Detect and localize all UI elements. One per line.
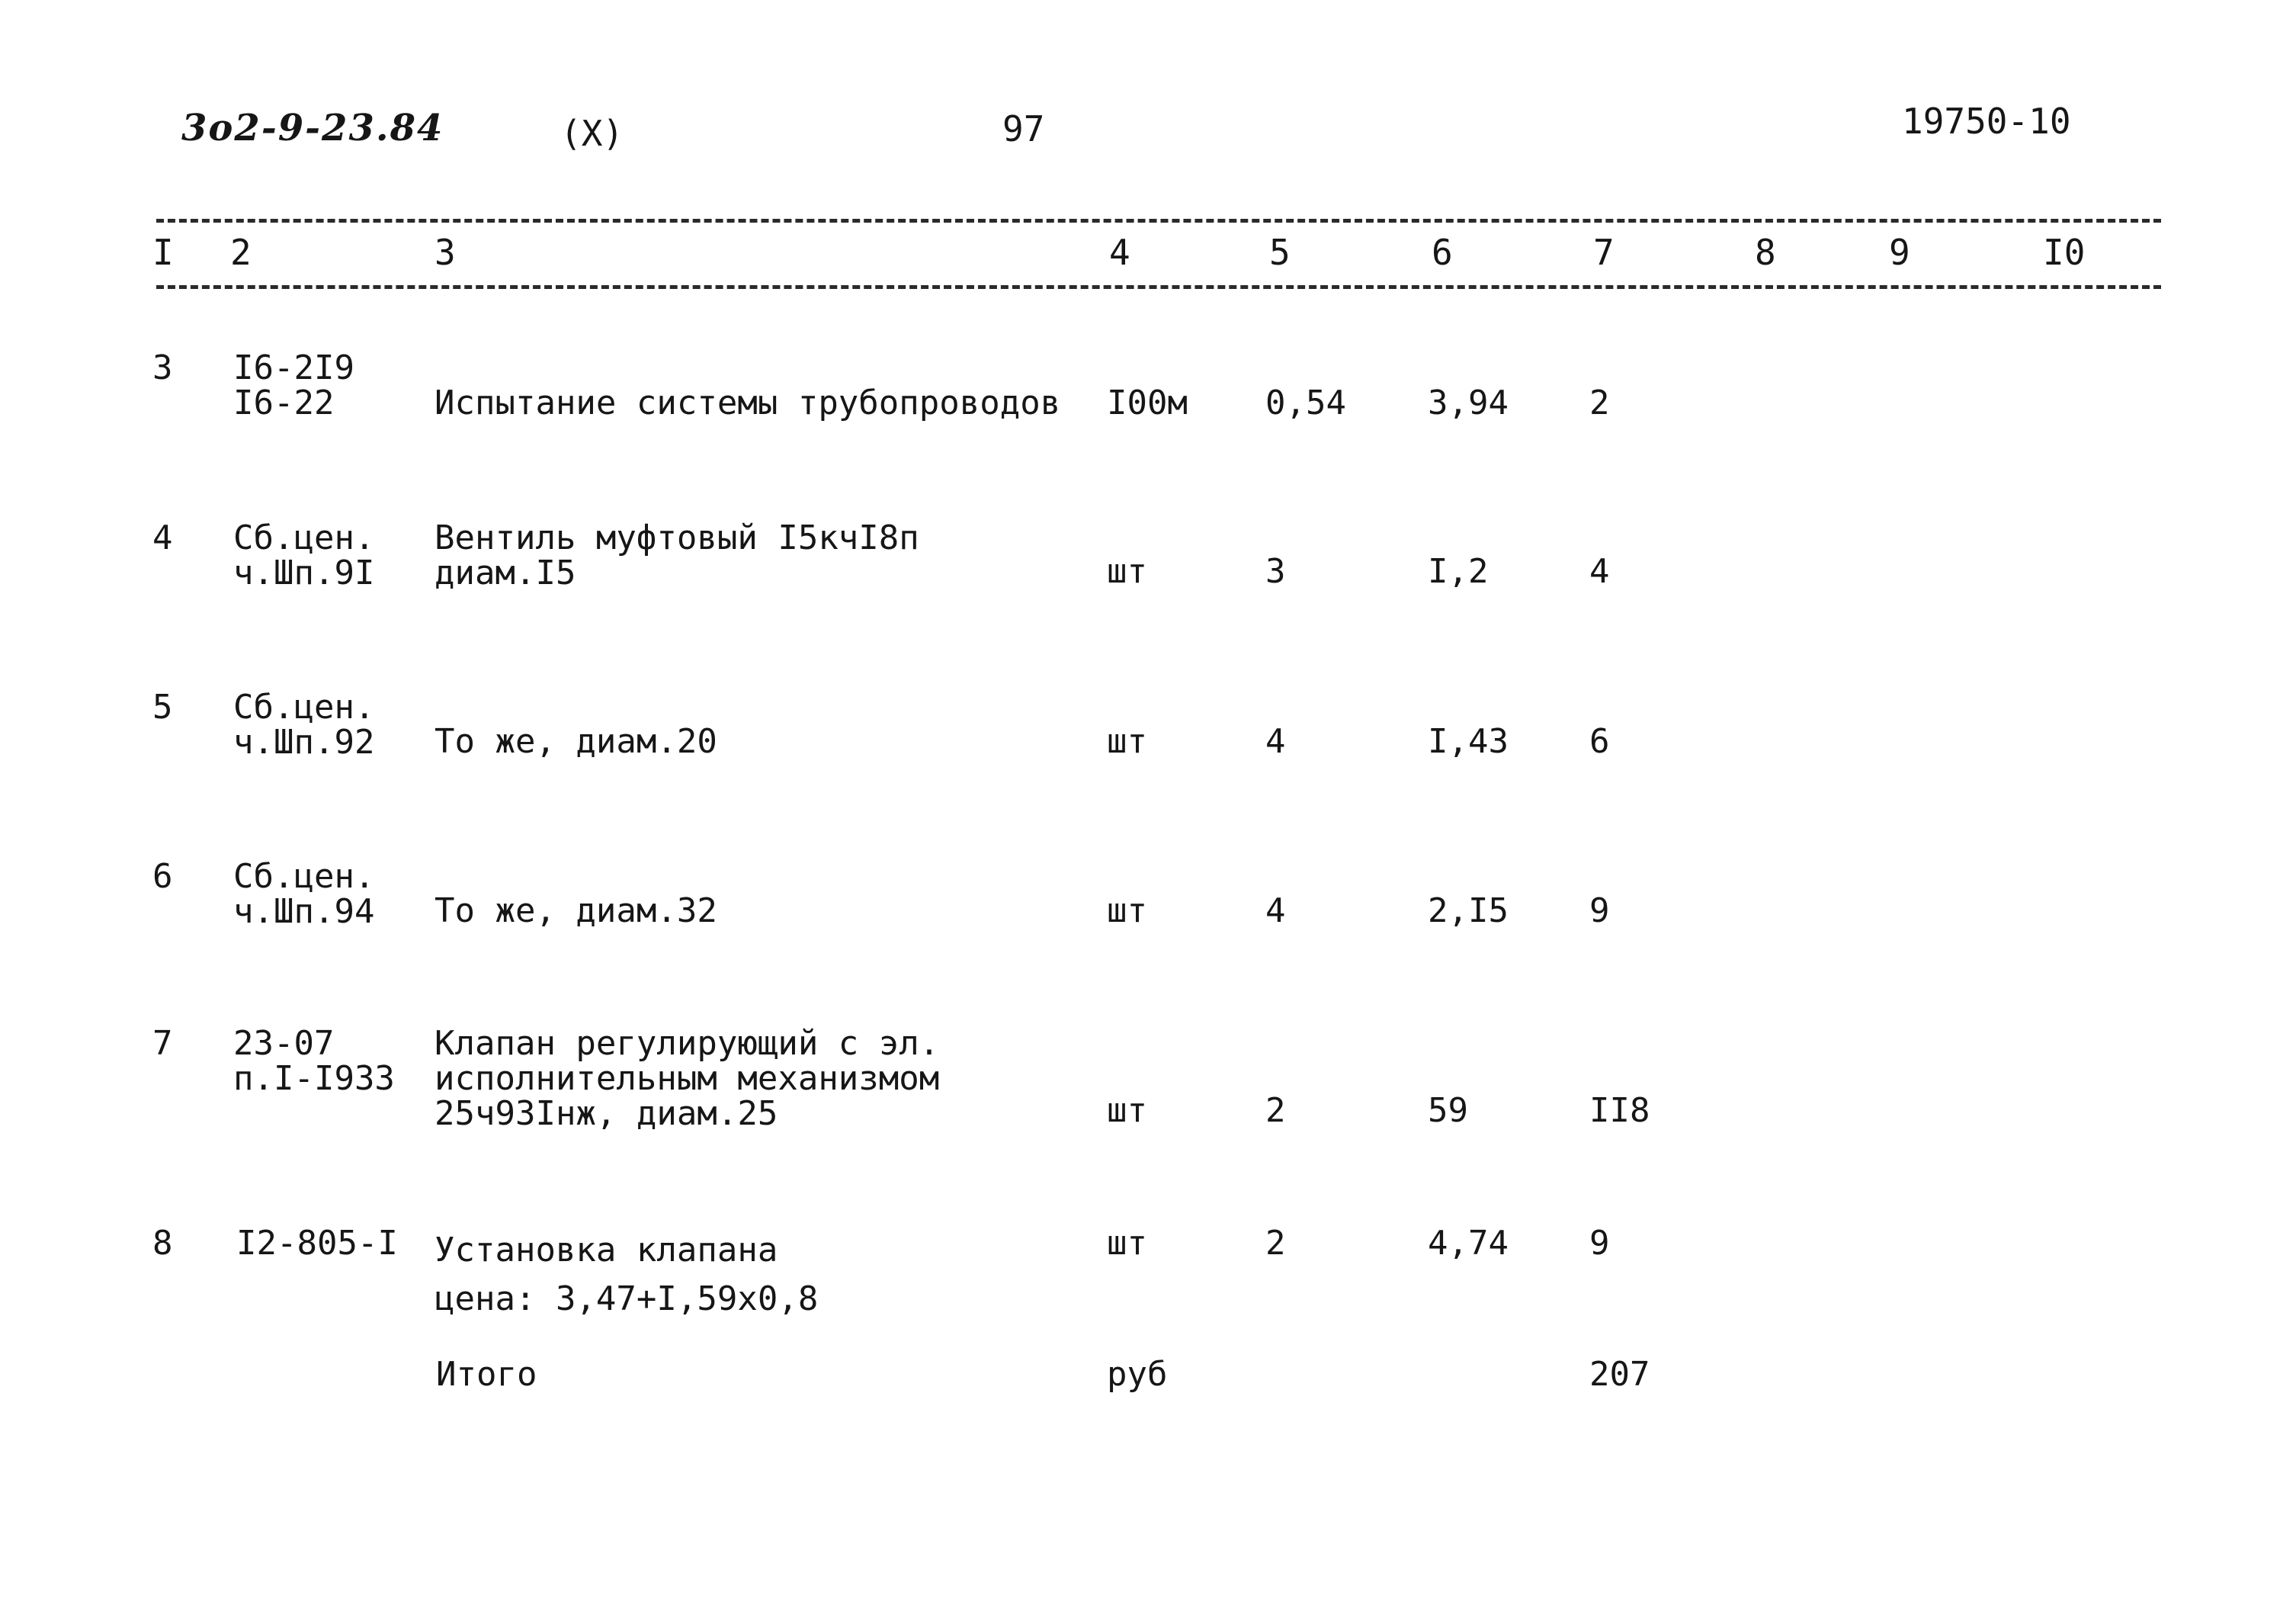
price-code-line: Сб.цен. bbox=[233, 518, 375, 557]
unit: шт bbox=[1107, 1091, 1147, 1130]
row-number: 7 bbox=[152, 1024, 173, 1063]
quantity: 2 bbox=[1265, 1224, 1286, 1263]
description-line: Клапан регулирующий с эл. bbox=[435, 1024, 940, 1063]
unit-price: I,2 bbox=[1428, 552, 1489, 591]
price-code-line: 23-07 bbox=[233, 1024, 335, 1063]
page-number: 97 bbox=[1002, 108, 1045, 149]
unit-price: 2,I5 bbox=[1428, 891, 1509, 930]
unit: шт bbox=[1107, 891, 1147, 930]
summary-label: Итого bbox=[436, 1355, 537, 1394]
column-header-7: 7 bbox=[1593, 232, 1615, 273]
column-header-5: 5 bbox=[1269, 232, 1291, 273]
summary-total: 207 bbox=[1589, 1355, 1650, 1394]
price-code-line: ч.Шп.94 bbox=[233, 892, 375, 931]
description bbox=[435, 1226, 818, 1324]
unit-price: 4,74 bbox=[1428, 1224, 1509, 1263]
description-line: Установка клапана bbox=[435, 1231, 778, 1270]
description-line: Вентиль муфтовый I5кчI8п bbox=[435, 518, 919, 557]
description bbox=[435, 1026, 939, 1131]
column-header-6: 6 bbox=[1432, 232, 1453, 273]
quantity: 4 bbox=[1265, 722, 1286, 761]
row-number: 3 bbox=[152, 348, 173, 387]
column-header-1: I bbox=[152, 232, 174, 273]
unit: I00м bbox=[1107, 384, 1188, 422]
price-code-line: п.I-I933 bbox=[233, 1059, 395, 1098]
column-header-8: 8 bbox=[1755, 232, 1776, 273]
quantity: 3 bbox=[1265, 552, 1286, 591]
unit: шт bbox=[1107, 722, 1147, 761]
column-header-4: 4 bbox=[1109, 232, 1130, 273]
price-code-line: Сб.цен. bbox=[233, 857, 375, 896]
header-bottom-rule bbox=[156, 285, 2161, 289]
document-mark: (X) bbox=[560, 113, 624, 154]
row-number: 5 bbox=[152, 688, 173, 727]
unit: шт bbox=[1107, 552, 1147, 591]
price-code-line: ч.Шп.9I bbox=[233, 554, 375, 592]
header-top-rule bbox=[156, 219, 2161, 223]
price-code bbox=[233, 348, 354, 422]
quantity: 4 bbox=[1265, 891, 1286, 930]
description: Испытание системы трубопроводов bbox=[435, 384, 1061, 422]
price-code-line: I6-2I9 bbox=[233, 348, 354, 387]
price-code bbox=[233, 1026, 395, 1096]
quantity: 2 bbox=[1265, 1091, 1286, 1130]
archive-number: 19750-10 bbox=[1902, 101, 2071, 142]
total-cost: 2 bbox=[1589, 384, 1610, 422]
price-code bbox=[233, 518, 375, 592]
document-code: 3o2-9-23.84 bbox=[181, 107, 444, 149]
column-header-2: 2 bbox=[230, 232, 252, 273]
unit-price: 59 bbox=[1428, 1091, 1468, 1130]
total-cost: 9 bbox=[1589, 1224, 1610, 1263]
row-number: 6 bbox=[152, 857, 173, 896]
row-number: 8 bbox=[152, 1224, 173, 1263]
summary-unit: руб bbox=[1107, 1355, 1168, 1394]
description: То же, диам.32 bbox=[435, 891, 717, 930]
unit-price: I,43 bbox=[1428, 722, 1509, 761]
column-header-10: I0 bbox=[2043, 232, 2086, 273]
total-cost: 6 bbox=[1589, 722, 1610, 761]
description bbox=[435, 518, 919, 592]
quantity: 0,54 bbox=[1265, 384, 1346, 422]
description-line: 25ч93Iнж, диам.25 bbox=[435, 1094, 778, 1133]
description-line: исполнительным механизмом bbox=[435, 1059, 940, 1098]
total-cost: II8 bbox=[1589, 1091, 1650, 1130]
price-code-line: Сб.цен. bbox=[233, 688, 375, 727]
row-number: 4 bbox=[152, 518, 173, 557]
column-header-9: 9 bbox=[1889, 232, 1910, 273]
unit: шт bbox=[1107, 1224, 1147, 1263]
price-code-line: I6-22 bbox=[233, 384, 335, 422]
price-code bbox=[233, 859, 374, 929]
total-cost: 9 bbox=[1589, 891, 1610, 930]
price-code: I2-805-I bbox=[236, 1224, 398, 1263]
column-header-3: 3 bbox=[435, 232, 456, 273]
description-line: диам.I5 bbox=[435, 554, 576, 592]
price-code-line: ч.Шп.92 bbox=[233, 723, 375, 762]
description-line: цена: 3,47+I,59х0,8 bbox=[435, 1279, 819, 1318]
price-code bbox=[233, 690, 374, 760]
description: То же, диам.20 bbox=[435, 722, 717, 761]
unit-price: 3,94 bbox=[1428, 384, 1509, 422]
total-cost: 4 bbox=[1589, 552, 1610, 591]
